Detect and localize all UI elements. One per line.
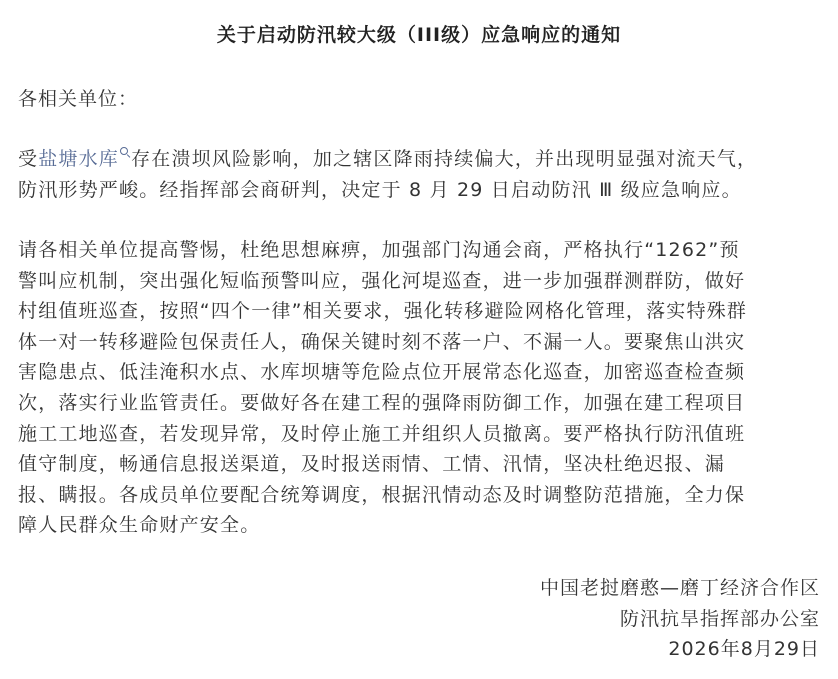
paragraph-line: 防汛形势严峻。经指挥部会商研判，决定于 8 月 29 日启动防汛 Ⅲ 级应急响应。 — [18, 178, 742, 201]
paragraph-line: 害隐患点、低洼淹积水点、水库坝塘等危险点位开展常态化巡查，加密巡查检查频 — [18, 361, 746, 384]
signature-office: 防汛抗旱指挥部办公室 — [619, 607, 820, 630]
signature-date: 2026年8月29日 — [668, 638, 820, 660]
paragraph-line: 村组值班巡查，按照“四个一律”相关要求，强化转移避险网格化管理，落实特殊群 — [18, 300, 748, 323]
signature-org: 中国老挝磨憨—磨丁经济合作区 — [539, 577, 820, 599]
paragraph-line: 值守制度，畅通信息报送渠道，及时报送雨情、工情、汛情，坚决杜绝迟报、漏 — [18, 453, 726, 476]
paragraph-prefix: 受 — [18, 148, 39, 170]
paragraph-line: 报、瞒报。各成员单位要配合统筹调度，根据汛情动态及时调整防范措施，全力保 — [18, 483, 746, 506]
paragraph-line: 施工工地巡查，若发现异常，及时停止施工并组织人员撤离。要严格执行防汛值班 — [18, 422, 746, 445]
paragraph-line: 体一对一转移避险包保责任人，确保关键时刻不落一户、不漏一人。要聚焦山洪灾 — [18, 330, 746, 353]
paragraph-instructions — [18, 235, 826, 541]
paragraph-line: 障人民群众生命财产安全。 — [18, 514, 261, 537]
paragraph-announcement — [18, 144, 826, 205]
paragraph-line: 警叫应机制，突出强化短临预警叫应，强化河堤巡查，进一步加强群测群防，做好 — [18, 269, 746, 292]
reservoir-link[interactable]: 盐塘水库 — [38, 148, 120, 170]
paragraph-line: 次，落实行业监管责任。要做好各在建工程的强降雨防御工作，加强在建工程项目 — [18, 391, 746, 414]
paragraph-text: 存在溃坝风险影响，加之辖区降雨持续偏大，并出现明显强对流天气， — [131, 148, 758, 170]
paragraph-line: 请各相关单位提高警惕，杜绝思想麻痹，加强部门沟通会商，严格执行“1262”预 — [18, 239, 740, 261]
notice-title: 关于启动防汛较大级（III级）应急响应的通知 — [216, 24, 622, 46]
signature-block — [540, 573, 820, 665]
search-icon[interactable] — [119, 146, 131, 160]
paragraph-line — [18, 144, 826, 175]
greeting: 各相关单位： — [18, 88, 139, 110]
